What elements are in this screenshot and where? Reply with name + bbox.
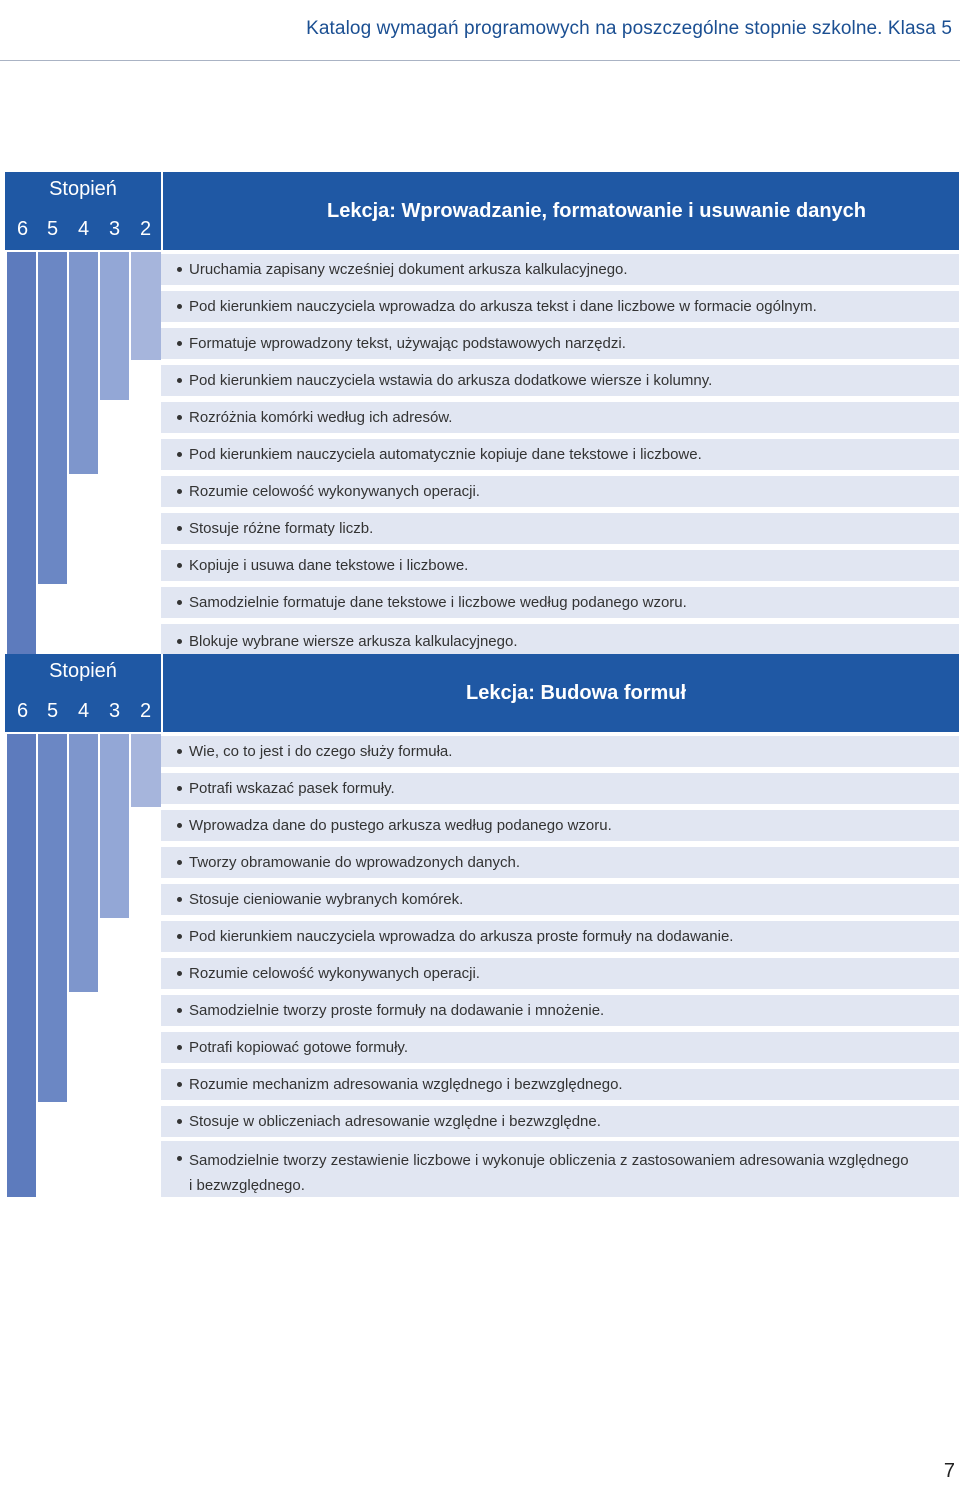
stopien-header — [5, 654, 161, 732]
bullet-icon — [177, 304, 182, 309]
bullet-icon — [177, 415, 182, 420]
lesson-body — [5, 732, 959, 1197]
header-divider — [0, 60, 960, 61]
header-separator — [161, 172, 163, 250]
requirement-item: Pod kierunkiem nauczyciela wstawia do arkusza dodatkowe wiersze i kolumny. — [161, 363, 959, 396]
level-2: 2 — [139, 218, 152, 240]
stopien-header — [5, 172, 161, 250]
level-6-bar — [5, 250, 36, 658]
bullet-icon — [177, 526, 182, 531]
bullet-icon — [177, 971, 182, 976]
level-3: 3 — [108, 218, 121, 240]
bullet-icon — [177, 860, 182, 865]
bullet-icon — [177, 489, 182, 494]
bullet-icon — [177, 1082, 182, 1087]
level-5: 5 — [46, 218, 59, 240]
level-3: 3 — [108, 700, 121, 722]
level-3-bar — [98, 732, 129, 918]
level-2-bar — [129, 250, 161, 360]
requirement-item: Kopiuje i usuwa dane tekstowe i liczbowe. — [161, 548, 959, 581]
requirement-item: Pod kierunkiem nauczyciela automatycznie kopiuje dane tekstowe i liczbowe. — [161, 437, 959, 470]
stopien-label: Stopień — [49, 178, 117, 200]
level-5: 5 — [46, 700, 59, 722]
level-5-bar — [36, 732, 67, 1102]
lesson-body — [5, 250, 959, 658]
bullet-icon — [177, 452, 182, 457]
bullet-icon — [177, 897, 182, 902]
level-2-bar — [129, 732, 161, 807]
requirement-item: Potrafi kopiować gotowe formuły. — [161, 1030, 959, 1063]
lesson-header — [5, 654, 959, 732]
bullet-icon — [177, 823, 182, 828]
level-3-bar — [98, 250, 129, 400]
requirement-item: Stosuje w obliczeniach adresowanie względne i bezwzględne. — [161, 1104, 959, 1137]
bullet-icon — [177, 749, 182, 754]
requirement-item: Wie, co to jest i do czego służy formuła. — [161, 734, 959, 767]
level-4-bar — [67, 250, 98, 474]
level-numbers — [5, 218, 161, 244]
requirement-item: Blokuje wybrane wiersze arkusza kalkulacyjnego. — [161, 622, 959, 658]
requirement-item: Rozumie mechanizm adresowania względnego i bezwzględnego. — [161, 1067, 959, 1100]
page-number: 7 — [943, 1460, 955, 1482]
bullet-icon — [177, 786, 182, 791]
lesson-title: Lekcja: Budowa formuł — [466, 681, 687, 704]
lesson-section-1 — [5, 172, 959, 658]
bullet-icon — [177, 639, 182, 644]
requirement-item: Rozumie celowość wykonywanych operacji. — [161, 474, 959, 507]
level-2: 2 — [139, 700, 152, 722]
requirement-item: Samodzielnie tworzy proste formuły na dodawanie i mnożenie. — [161, 993, 959, 1026]
lesson-section-2 — [5, 654, 959, 1197]
requirement-item: Wprowadza dane do pustego arkusza według podanego wzoru. — [161, 808, 959, 841]
requirement-item: Rozróżnia komórki według ich adresów. — [161, 400, 959, 433]
requirement-item: Pod kierunkiem nauczyciela wprowadza do arkusza proste formuły na dodawanie. — [161, 919, 959, 952]
bullet-icon — [177, 267, 182, 272]
lesson-title: Lekcja: Wprowadzanie, formatowanie i usuwanie danych — [327, 199, 867, 222]
requirement-item: Formatuje wprowadzony tekst, używając podstawowych narzędzi. — [161, 326, 959, 359]
bullet-icon — [177, 1045, 182, 1050]
requirement-item: Samodzielnie formatuje dane tekstowe i liczbowe według podanego wzoru. — [161, 585, 959, 618]
bullet-icon — [177, 934, 182, 939]
requirement-item: Uruchamia zapisany wcześniej dokument arkusza kalkulacyjnego. — [161, 252, 959, 285]
bullet-icon — [177, 1119, 182, 1124]
bullet-icon — [177, 1008, 182, 1013]
level-6-bar — [5, 732, 36, 1197]
level-6: 6 — [16, 218, 29, 240]
requirement-item: Rozumie celowość wykonywanych operacji. — [161, 956, 959, 989]
level-5-bar — [36, 250, 67, 584]
requirement-item: Stosuje cieniowanie wybranych komórek. — [161, 882, 959, 915]
requirement-item: Stosuje różne formaty liczb. — [161, 511, 959, 544]
bullet-icon — [177, 600, 182, 605]
bullet-icon — [177, 341, 182, 346]
document-title: Katalog wymagań programowych na poszczególne stopnie szkolne. Klasa 5 — [306, 18, 952, 39]
bullet-icon — [177, 378, 182, 383]
requirement-item: Samodzielnie tworzy zestawienie liczbowe i wykonuje obliczenia z zastosowaniem adresowania względnego i bezwzględnego. — [161, 1139, 959, 1197]
bullet-icon — [177, 563, 182, 568]
bullet-icon — [177, 1156, 182, 1161]
lesson-header — [5, 172, 959, 250]
level-4: 4 — [77, 218, 90, 240]
stopien-label: Stopień — [49, 660, 117, 682]
requirement-item: Tworzy obramowanie do wprowadzonych danych. — [161, 845, 959, 878]
level-numbers — [5, 700, 161, 726]
header-separator — [161, 654, 163, 732]
requirement-item: Potrafi wskazać pasek formuły. — [161, 771, 959, 804]
level-6: 6 — [16, 700, 29, 722]
level-4-bar — [67, 732, 98, 992]
requirement-item: Pod kierunkiem nauczyciela wprowadza do arkusza tekst i dane liczbowe w formacie ogólnym. — [161, 289, 959, 322]
level-4: 4 — [77, 700, 90, 722]
